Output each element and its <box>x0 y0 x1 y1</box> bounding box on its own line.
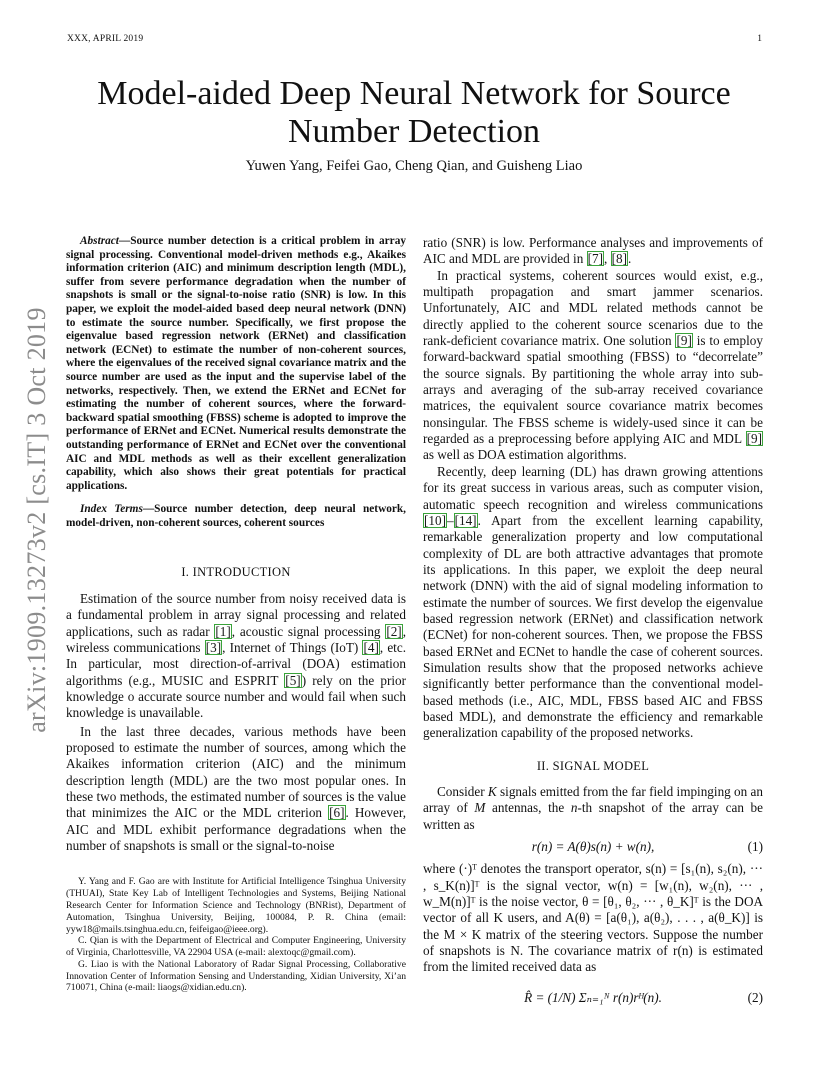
left-column <box>66 235 406 994</box>
equation-1 <box>423 839 763 855</box>
abstract-label: Abstract <box>80 235 119 247</box>
equation-1-body: r(n) = A(θ)s(n) + w(n), <box>531 839 655 855</box>
running-header: XXX, APRIL 2019 <box>67 34 144 44</box>
abstract-text: —Source number detection is a critical problem in array signal processing. Conventional model-driven methods e.g., Akaikes information criterion (AIC) and minimum description length (MDL), suffer from severe performance degradation when the number of snapshots is small or the signal-to-noise ratio (SNR) is low. In this paper, we exploit the model-aided based deep neural network (DNN) to estimate the source number. Specifically, we first propose the eigenvalue based regression network (ERNet) and classification network (ECNet) to estimate the number of non-coherent sources, where the eigenvalues of the received signal covariance matrix and the source number are used as the input and the supervise label of the networks, respectively. Then, we extend the ERNet and ECNet for estimating the number of coherent sources, where the forward-backward spatial smoothing (FBSS) scheme is adopted to improve the performance of ERNet and ECNet. Numerical results demonstrate the outstanding performance of ERNet and ECNet over the conventional AIC and MDL methods as well as their excellent generalization capability, which also shows their great potentials for practical applications. <box>66 235 406 492</box>
footnote-3: G. Liao is with the National Laboratory of Radar Signal Processing, Collaborative Innovation Center of Information Sensing and Understanding, Xidian University, Xi’an 710071, China (e-mail: liaogs@xidian.edu.cn). <box>66 958 406 994</box>
citation-link[interactable]: [4] <box>363 639 379 655</box>
section-heading-introduction: I. INTRODUCTION <box>181 565 291 580</box>
section-heading-signal-model: II. SIGNAL MODEL <box>536 758 650 773</box>
citation-link[interactable]: [14] <box>454 512 477 528</box>
footnote-1: Y. Yang and F. Gao are with Institute for Artificial Intelligence Tsinghua University (THUAI), State Key Lab of Intelligent Technologies and Systems, Beijing National Research Center for Information Science and Technology (BNRist), Department of Automation, Tsinghua University, Beijing, 100084, P. R. China (email: yyw18@mails.tsinghua.edu.cn, feifeigao@ieee.org). <box>66 876 406 935</box>
index-terms-text: —Source number detection, deep neural network, model-driven, non-coherent sources, coherent sources <box>66 503 406 529</box>
citation-link[interactable]: [6] <box>329 805 345 821</box>
equation-1-number: (1) <box>747 839 763 855</box>
intro-paragraph-2: In the last three decades, various methods have been proposed to estimate the number of sources, among which the Akaikes information criterion (AIC) and the minimum description length (MDL) are the two most popular ones. In these two methods, the estimated number of sources is the value that minimizes the AIC or the MDL criterion [6]. However, AIC and MDL exhibit performance degradations when the number of snapshots is small or the signal-to-noise <box>66 723 407 853</box>
citation-link[interactable]: [3] <box>205 639 222 655</box>
equation-2-body: R̂ = (1/N) Σₙ₌₁ᴺ r(n)rᴴ(n). <box>524 989 662 1005</box>
right-paragraph-4: where (·)ᵀ denotes the transport operator, s(n) = [s₁(n), s₂(n), ··· , s_K(n)]ᵀ is the signal vector, w(n) = [w₁(n), w₂(n), ··· , w_M(n)]ᵀ is the noise vector, θ = [θ₁, θ₂, ··· , θ_K]ᵀ is the DOA vector of all K users, and A(θ) = [a(θ₁), a(θ₂), . . . , a(θ_K)] is the M × K matrix of the steering vectors. Suppose the number of snapshots is N. The covariance matrix of r(n) is estimated from the limited received data as <box>423 861 763 975</box>
citation-link[interactable]: [10] <box>424 512 446 528</box>
citation-link[interactable]: [7] <box>587 251 603 267</box>
abstract <box>66 235 406 493</box>
equation-2 <box>423 990 763 1006</box>
arxiv-stamp[interactable] <box>22 280 52 760</box>
right-paragraph-2: Recently, deep learning (DL) has drawn growing attentions for its great success in various areas, such as computer vision, automatic speech recognition and wireless communications [10]–[14]. Apart from the excellent learning capability, remarkable generalization property and low computational complexity of DL are both attractive advantages that promote its applications. In this paper, we exploit the deep neural network (DNN) with the aid of signal modeling information to estimate the number of sources. We first develop the eigenvalue based regression network (ERNet) and classification network (ECNet) for non-coherent sources. Then, we propose the FBSS based ERNet and ECNet to handle the case of coherent sources. Simulation results show that the proposed networks achieve significantly better performance than the conventional model-based methods (i.e., AIC, MDL, FBSS based AIC and FBSS based MDL), and demonstrate the efficiency and remarkable generalization capability of the proposed networks. <box>423 463 763 741</box>
author-list: Yuwen Yang, Feifei Gao, Cheng Qian, and Guisheng Liao <box>245 158 583 174</box>
footnotes <box>66 876 406 994</box>
citation-link[interactable]: [5] <box>285 672 301 688</box>
citation-link[interactable]: [9] <box>676 333 692 349</box>
intro-paragraph-1: Estimation of the source number from noisy received data is a fundamental problem in array signal processing and related applications, such as radar [1], acoustic signal processing [2], wireless communications [3], Internet of Things (IoT) [4], etc. In particular, most direction-of-arrival (DOA) estimation algorithms (e.g., MUSIC and ESPRIT [5]) rely on the prior knowledge o accurate source number and would fail when such knowledge is unavailable. <box>66 590 407 721</box>
right-paragraph-1: In practical systems, coherent sources would exist, e.g., multipath propagation and smart jammer scenarios. Unfortunately, AIC and MDL related methods cannot be directly applied to the coherent source scenarios due to the rank-deficient covariance matrix. One solution [9] is to employ forward-backward spatial smoothing (FBSS) to “decorrelate” the source signals. By partitioning the whole array into sub-arrays and averaging of the sub-array received covariance matrices, the equivalent source covariance matrix becomes nonsingular. The FBSS scheme is widely-used since it can be regarded as a preprocessing before applying AIC and MDL [9] as well as DOA estimation algorithms. <box>423 267 763 463</box>
right-column <box>423 235 763 1012</box>
index-terms <box>66 503 406 530</box>
citation-link[interactable]: [8] <box>611 251 627 267</box>
right-paragraph-3: Consider K signals emitted from the far field impinging on an array of M antennas, the n-th snapshot of the array can be written as <box>423 784 763 832</box>
footnote-2: C. Qian is with the Department of Electrical and Computer Engineering, University of Virginia, Charlottesville, VA 22904 USA (e-mail: alextoqc@gmail.com). <box>66 935 406 959</box>
citation-link[interactable]: [1] <box>215 623 231 639</box>
citation-link[interactable]: [9] <box>746 431 762 447</box>
equation-2-number: (2) <box>747 989 763 1005</box>
right-paragraph-0: ratio (SNR) is low. Performance analyses and improvements of AIC and MDL are provided in [7], [8]. <box>423 235 763 267</box>
index-terms-label: Index Terms <box>80 503 143 516</box>
page-number: 1 <box>757 34 762 44</box>
arxiv-stamp-text: arXiv:1909.13273v2 [cs.IT] 3 Oct 2019 <box>22 307 51 733</box>
citation-link[interactable]: [2] <box>386 623 402 639</box>
paper-title: Model-aided Deep Neural Network for Source Number Detection <box>97 75 731 150</box>
